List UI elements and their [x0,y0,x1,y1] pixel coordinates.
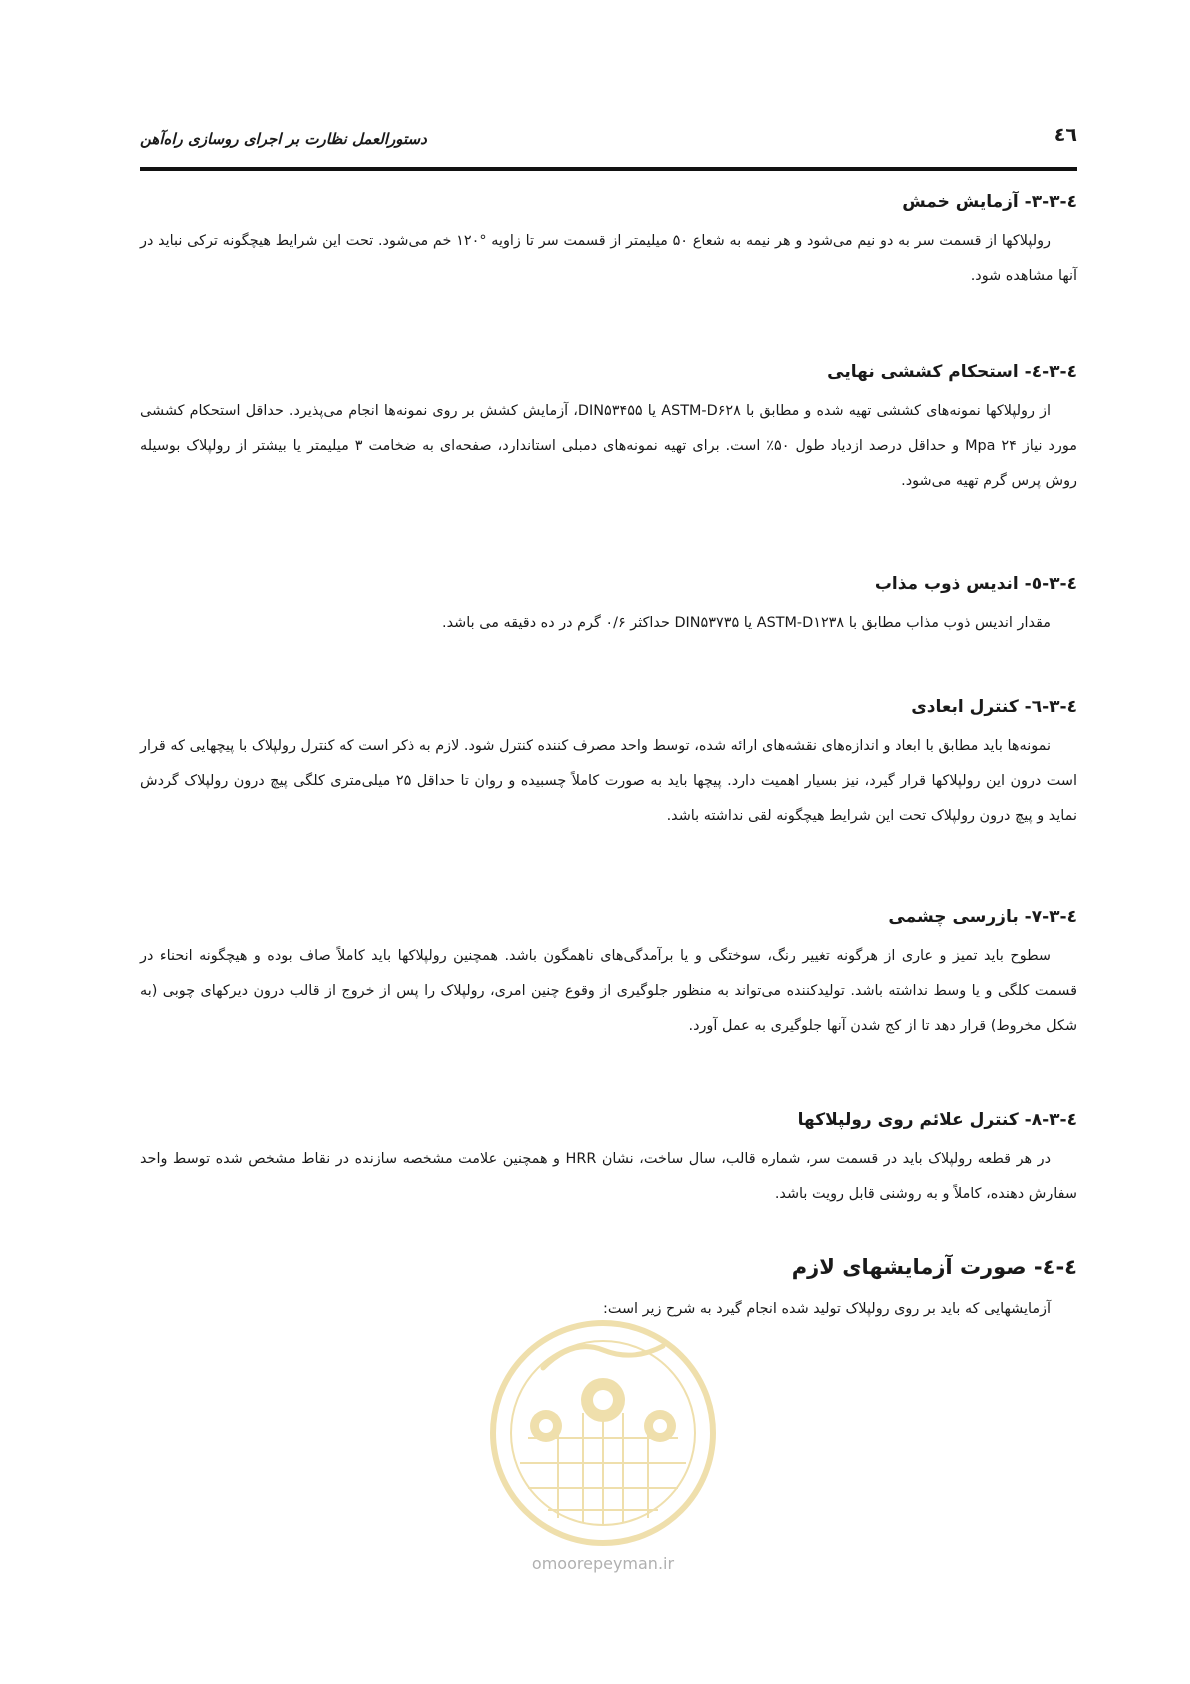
section-visual-inspection [140,905,1077,1044]
section-paragraph: در هر قطعه رولپلاک باید در قسمت سر، شماره قالب، سال ساخت، نشان HRR و همچنین علامت مشخصه سازنده در نقاط مشخص شده توسط واحد سفارش دهنده، کاملاً و به روشنی قابل رویت باشد. [140,1151,1077,1202]
header-divider [140,167,1077,171]
seal-calligraphy [543,1346,663,1368]
section-bending-test [140,190,1077,294]
running-header-title: دستورالعمل نظارت بر اجرای روسازی راه‌آهن [140,130,427,148]
page-number: ٤٦ [1053,124,1077,146]
section-heading: ٤-٣-٣- آزمایش خمش [902,192,1077,212]
section-paragraph: نمونه‌ها باید مطابق با ابعاد و اندازه‌های نقشه‌های ارائه شده، توسط واحد مصرف کننده کنترل شود. لازم به ذکر است که کنترل رولپلاک با پیچهایی که قرار است درون این رولپلاکها قرار گیرد، نیز بسیار اهمیت دارد. پیچها باید به صورت کاملاً چسبیده و روان تا حداقل ۲۵ میلی‌متری کلگی پیچ درون رولپلاک گردش نماید و پیچ درون رولپلاک تحت این شرایط هیچگونه لقی نداشته باشد. [140,738,1077,824]
section-heading: ٤-٣-٥- اندیس ذوب مذاب [874,574,1077,594]
section-heading: ٤-٣-٦- کنترل ابعادی [911,697,1077,717]
page-header [140,118,1077,168]
section-heading: ٤-٣-٤- استحکام کششی نهایی [827,362,1077,382]
section-heading: ٤-٤- صورت آزمایشهای لازم [791,1255,1077,1279]
section-paragraph: آزمایشهایی که باید بر روی رولپلاک تولید شده انجام گیرد به شرح زیر است: [602,1301,1051,1317]
section-heading: ٤-٣-٧- بازرسی چشمی [888,907,1077,927]
section-marking-control [140,1108,1077,1212]
watermark-website: omoorepeyman.ir [531,1554,675,1573]
section-tensile-strength [140,360,1077,499]
section-paragraph: مقدار اندیس ذوب مذاب مطابق با ASTM-D۱۲۳۸ یا DIN۵۳۷۳۵ حداکثر ۰/۶ گرم در ده دقیقه می باشد. [442,615,1051,631]
section-dimensional-control [140,695,1077,834]
section-melt-index [140,572,1077,641]
watermark-seal [488,1318,718,1548]
section-paragraph: از رولپلاکها نمونه‌های کششی تهیه شده و مطابق با ASTM-D۶۲۸ یا DIN۵۳۴۵۵، آزمایش کشش بر روی نمونه‌ها انجام می‌پذیرد. حداقل استحکام کششی مورد نیاز ۲۴ Mpa و حداقل درصد ازدیاد طول ۵۰٪ است. برای تهیه نمونه‌های دمبلی استاندارد، صفحه‌ای به ضخامت ۳ میلیمتر یا بیشتر از رولپلاک بوسیله روش پرس گرم تهیه می‌شود. [140,403,1077,489]
section-required-tests [140,1252,1077,1327]
section-paragraph: رولپلاکها از قسمت سر به دو نیم می‌شود و هر نیمه به شعاع ۵۰ میلیمتر از قسمت سر تا زاویه °۱۲۰ خم می‌شود. تحت این شرایط هیچگونه ترکی نباید در آنها مشاهده شود. [140,233,1077,284]
section-paragraph: سطوح باید تمیز و عاری از هرگونه تغییر رنگ، سوختگی و یا برآمدگی‌های ناهمگون باشد. همچنین رولپلاکها باید کاملاً صاف بوده و هیچگونه انحناء در قسمت کلگی و یا وسط نداشته باشد. تولیدکننده می‌تواند به منظور جلوگیری از وقوع چنین امری، رولپلاک را پس از خروج از قالب درون دیرکهای چوبی (به شکل مخروط) قرار دهد تا از کج شدن آنها جلوگیری به عمل آورد. [140,948,1077,1034]
section-heading: ٤-٣-٨- کنترل علائم روی رولپلاکها [797,1110,1077,1130]
